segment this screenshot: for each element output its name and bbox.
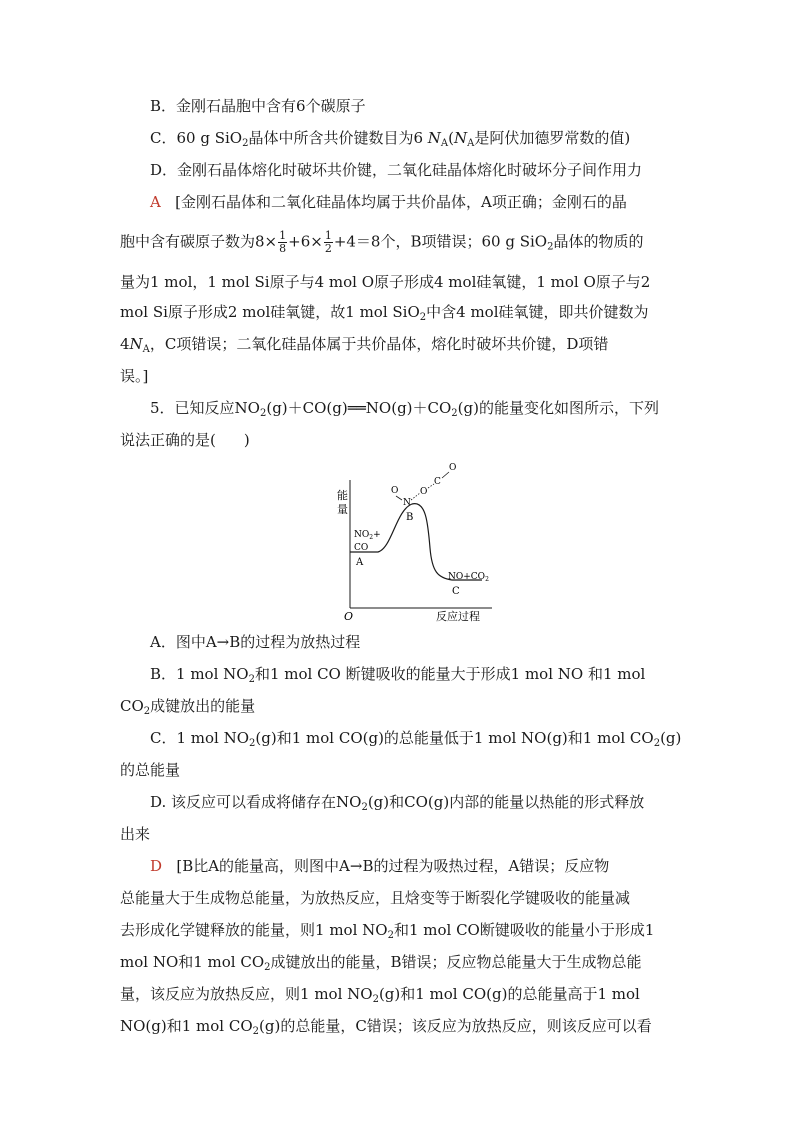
y-axis-label: 量	[337, 503, 348, 516]
q5-stem: 说法正确的是( )	[120, 431, 250, 449]
point-a-label: A	[356, 557, 364, 568]
transition-state-atom: O	[449, 463, 457, 473]
q5-explanation-line: 总能量大于生成物总能量，为放热反应，且焓变等于断裂化学键吸收的能量减	[120, 889, 631, 907]
transition-state-atom: N	[403, 498, 411, 508]
q5-option-c: C．1 mol $NO_2(g)$和1 mol CO(g)的总能量低于1 mol NO(g)和1 mol $CO_2(g)$	[150, 729, 682, 749]
q5-option-a: A．图中A→B的过程为放热过程	[150, 633, 361, 651]
q4-explanation-line: 误。]	[120, 367, 149, 385]
q5-option-b: B．1 mol $NO_2$和1 mol CO 断键吸收的能量大于形成1 mol NO 和1 mol	[150, 665, 646, 685]
product-label: $NO+CO_2$	[448, 572, 489, 583]
q5-explanation-line: NO(g)和1 mol $CO_2(g)$的总能量，C错误；该反应为放热反应，则该反应可以看	[120, 1017, 652, 1037]
energy-curve	[350, 504, 482, 580]
q5-option-d: D. 该反应可以看成将储存在$NO_2(g)$和CO(g)内部的能量以热能的形式释放	[150, 793, 645, 813]
q4-explanation-line: A [金刚石晶体和二氧化硅晶体均属于共价晶体，A项正确；金刚石的晶	[150, 193, 627, 211]
q5-explanation-line: D [B比A的能量高，则图中A→B的过程为吸热过程，A错误；反应物	[150, 857, 610, 875]
transition-state-bond	[411, 493, 420, 500]
transition-state-bond	[442, 472, 449, 478]
transition-state-atom: O	[391, 486, 399, 496]
q5-explanation-line: mol NO和1 mol $CO_2$成键放出的能量，B错误；反应物总能量大于生成物总能	[120, 953, 642, 973]
q5-stem: 5．已知反应$NO_2(g)+CO(g)══NO(g)+CO_2(g)$的能量变化如图所示，下列	[150, 399, 659, 419]
q4-option-c: C．60 g SiO$_2$晶体中所含共价键数目为6 $N_A(N_A$是阿伏加德罗常数的值)	[150, 129, 631, 149]
q5-option-d: 出来	[120, 825, 151, 843]
q4-answer-letter: A	[150, 193, 161, 211]
reactant-label: $NO_2+$	[354, 530, 381, 541]
origin-label: O	[344, 610, 354, 623]
transition-state-bond	[396, 496, 402, 500]
q5-answer-letter: D	[150, 857, 163, 875]
y-axis-label: 能	[337, 489, 348, 502]
transition-state-atom: O	[420, 487, 428, 497]
q4-option-d: D．金刚石晶体熔化时破坏共价键，二氧化硅晶体熔化时破坏分子间作用力	[150, 161, 643, 179]
q5-option-c: 的总能量	[120, 761, 181, 779]
point-b-label: B	[406, 512, 414, 523]
q4-explanation-line: $4N_A$，C项错误；二氧化硅晶体属于共价晶体，熔化时破坏共价键，D项错	[120, 335, 609, 355]
q4-option-b: B．金刚石晶胞中含有6个碳原子	[150, 97, 366, 115]
q4-explanation-line: mol Si原子形成2 mol硅氧键，故1 mol SiO$_2$中含4 mol硅氧键，即共价键数为	[120, 303, 649, 323]
fraction-one-half: $\frac{1}{2}$	[324, 229, 332, 255]
x-axis-label: 反应过程	[436, 610, 480, 623]
transition-state-atom: C	[434, 477, 441, 487]
point-c-label: C	[452, 586, 460, 597]
fraction-one-eighth: $\frac{1}{8}$	[279, 229, 287, 255]
reactant-label: CO	[354, 543, 369, 553]
q4-explanation-line: 胞中含有碳原子数为8× $\frac{1}{8}$ +6× $\frac{1}{2}$ +4＝8个，B项错误；60 g SiO$_2$晶体的物质的	[120, 229, 644, 255]
q4-explanation-line: 量为1 mol，1 mol Si原子与4 mol O原子形成4 mol硅氧键，1 mol O原子与2	[120, 273, 651, 291]
q5-explanation-line: 去形成化学键释放的能量，则1 mol $NO_2$和1 mol CO断键吸收的能量小于形成1	[120, 921, 655, 941]
transition-state-bond	[428, 484, 434, 488]
q5-explanation-line: 量，该反应为放热反应，则1 mol $NO_2(g)$和1 mol CO(g)的总能量高于1 mol	[120, 985, 640, 1005]
q5-option-b: $CO_2$成键放出的能量	[120, 697, 256, 717]
